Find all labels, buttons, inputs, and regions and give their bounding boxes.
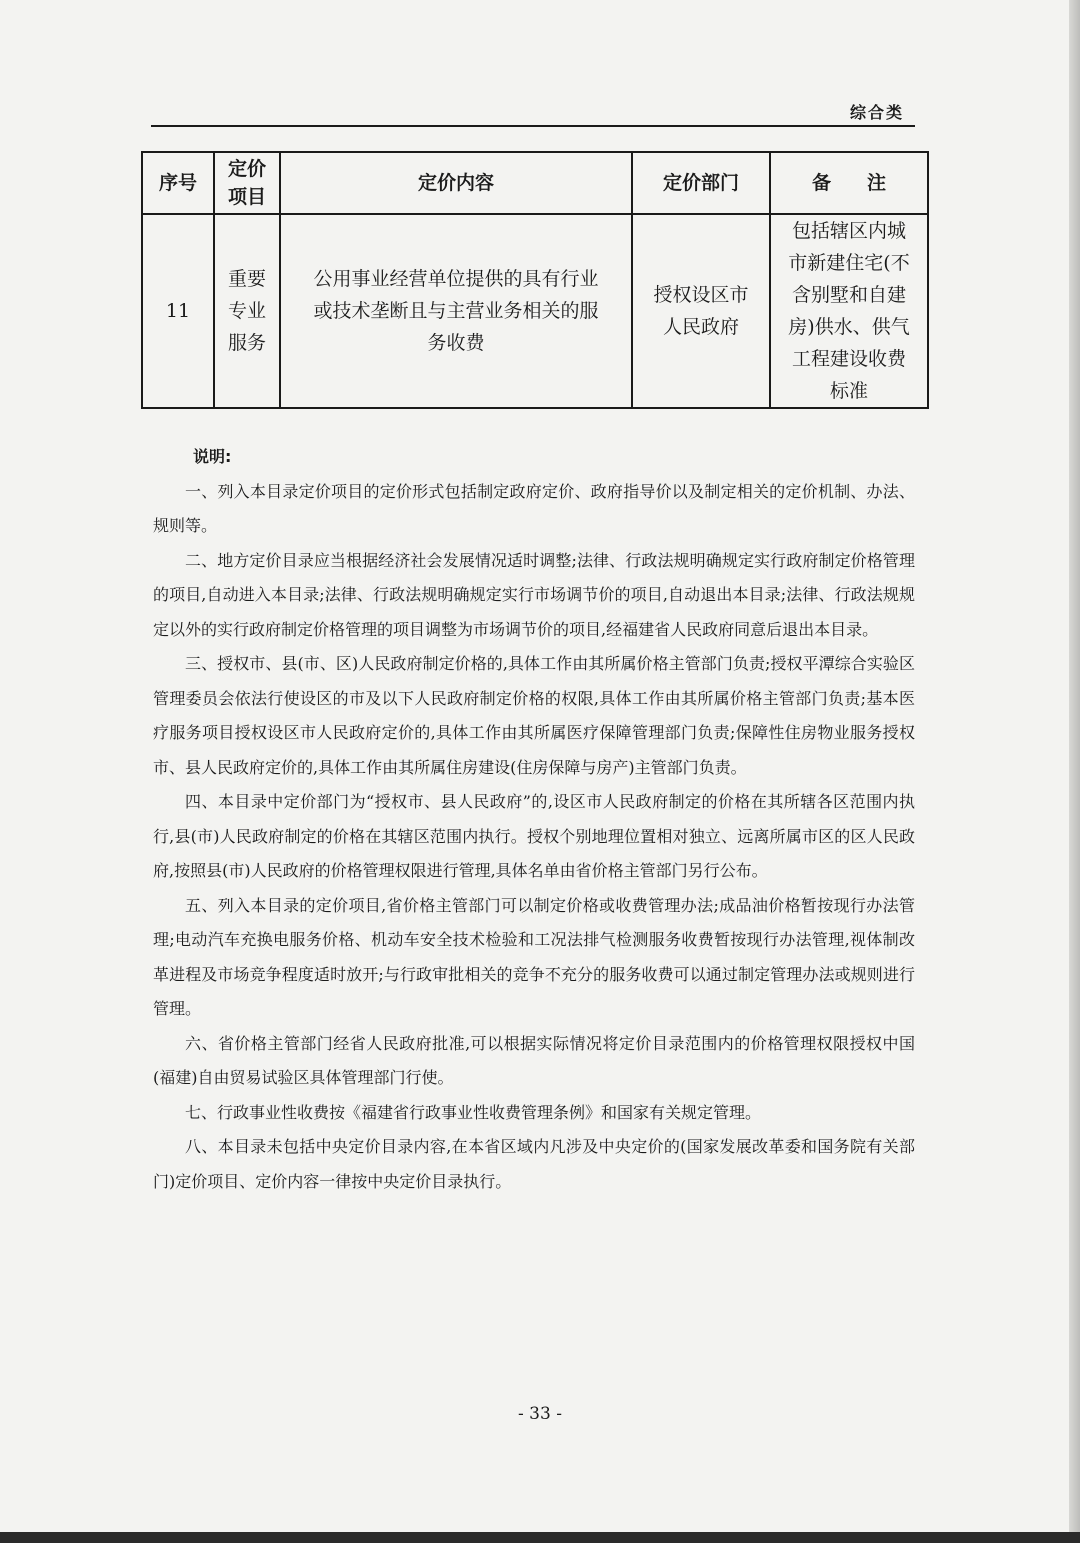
- note-paragraph: 四、本目录中定价部门为“授权市、县人民政府”的,设区市人民政府制定的价格在其所辖各区范围内执行,县(市)人民政府制定的价格在其辖区范围内执行。授权个别地理位置相对独立、远离所属市区的区人民政府,按照县(市)人民政府的价格管理权限进行管理,具体名单由省价格主管部门另行公布。: [153, 792, 915, 880]
- row-item-cell: 重要 专业 服务: [214, 214, 280, 408]
- header-index: 序号: [142, 152, 214, 214]
- note-paragraph: 五、列入本目录的定价项目,省价格主管部门可以制定价格或收费管理办法;成品油价格暂按现行办法管理;电动汽车充换电服务价格、机动车安全技术检验和工况法排气检测服务收费暂按现行办法管理,视体制改革进程及市场竞争程度适时放开;与行政审批相关的竞争不充分的服务收费可以通过制定管理办法或规则进行管理。: [153, 895, 915, 1018]
- header-content: 定价内容: [280, 152, 632, 214]
- header-note: 备 注: [770, 152, 928, 214]
- scan-right-edge: [1069, 0, 1080, 1543]
- note-paragraph: 八、本目录未包括中央定价目录内容,在本省区域内凡涉及中央定价的(国家发展改革委和国务院有关部门)定价项目、定价内容一律按中央定价目录执行。: [153, 1137, 915, 1191]
- pricing-table: [141, 151, 929, 409]
- note-paragraph: 一、列入本目录定价项目的定价形式包括制定政府定价、政府指导价以及制定相关的定价机制、办法、规则等。: [153, 481, 915, 535]
- header-rule: [151, 125, 915, 127]
- notes-heading: 说明:: [193, 447, 232, 466]
- scan-bottom-edge: [0, 1532, 1080, 1543]
- table-row: [142, 214, 928, 408]
- row-index-cell: 11: [142, 214, 214, 408]
- note-paragraph: 六、省价格主管部门经省人民政府批准,可以根据实际情况将定价目录范围内的价格管理权限授权中国(福建)自由贸易试验区具体管理部门行使。: [153, 1033, 915, 1087]
- category-label: 综合类: [849, 103, 904, 122]
- note-paragraph: 七、行政事业性收费按《福建省行政事业性收费管理条例》和国家有关规定管理。: [185, 1102, 762, 1122]
- notes-section: [153, 440, 915, 1199]
- page-number: - 33 -: [518, 1404, 562, 1424]
- table-header-row: [142, 152, 928, 214]
- note-paragraph: 二、地方定价目录应当根据经济社会发展情况适时调整;法律、行政法规明确规定实行政府制定价格管理的项目,自动进入本目录;法律、行政法规明确规定实行市场调节价的项目,自动退出本目录;法律、行政法规规定以外的实行政府制定价格管理的项目调整为市场调节价的项目,经福建省人民政府同意后退出本目录。: [153, 550, 915, 639]
- row-department-cell: 授权设区市 人民政府: [632, 214, 770, 408]
- row-content-cell: 公用事业经营单位提供的具有行业 或技术垄断且与主营业务相关的服 务收费: [280, 214, 632, 408]
- header-item: 定价 项目: [214, 152, 280, 214]
- note-paragraph: 三、授权市、县(市、区)人民政府制定价格的,具体工作由其所属价格主管部门负责;授权平潭综合实验区管理委员会依法行使设区的市及以下人民政府制定价格的权限,具体工作由其所属价格主管部门负责;基本医疗服务项目授权设区市人民政府定价的,具体工作由其所属医疗保障管理部门负责;保障性住房物业服务授权市、县人民政府定价的,具体工作由其所属住房建设(住房保障与房产)主管部门负责。: [153, 654, 915, 777]
- row-note-cell: 包括辖区内城 市新建住宅(不 含别墅和自建 房)供水、供气 工程建设收费 标准: [770, 214, 928, 408]
- header-department: 定价部门: [632, 152, 770, 214]
